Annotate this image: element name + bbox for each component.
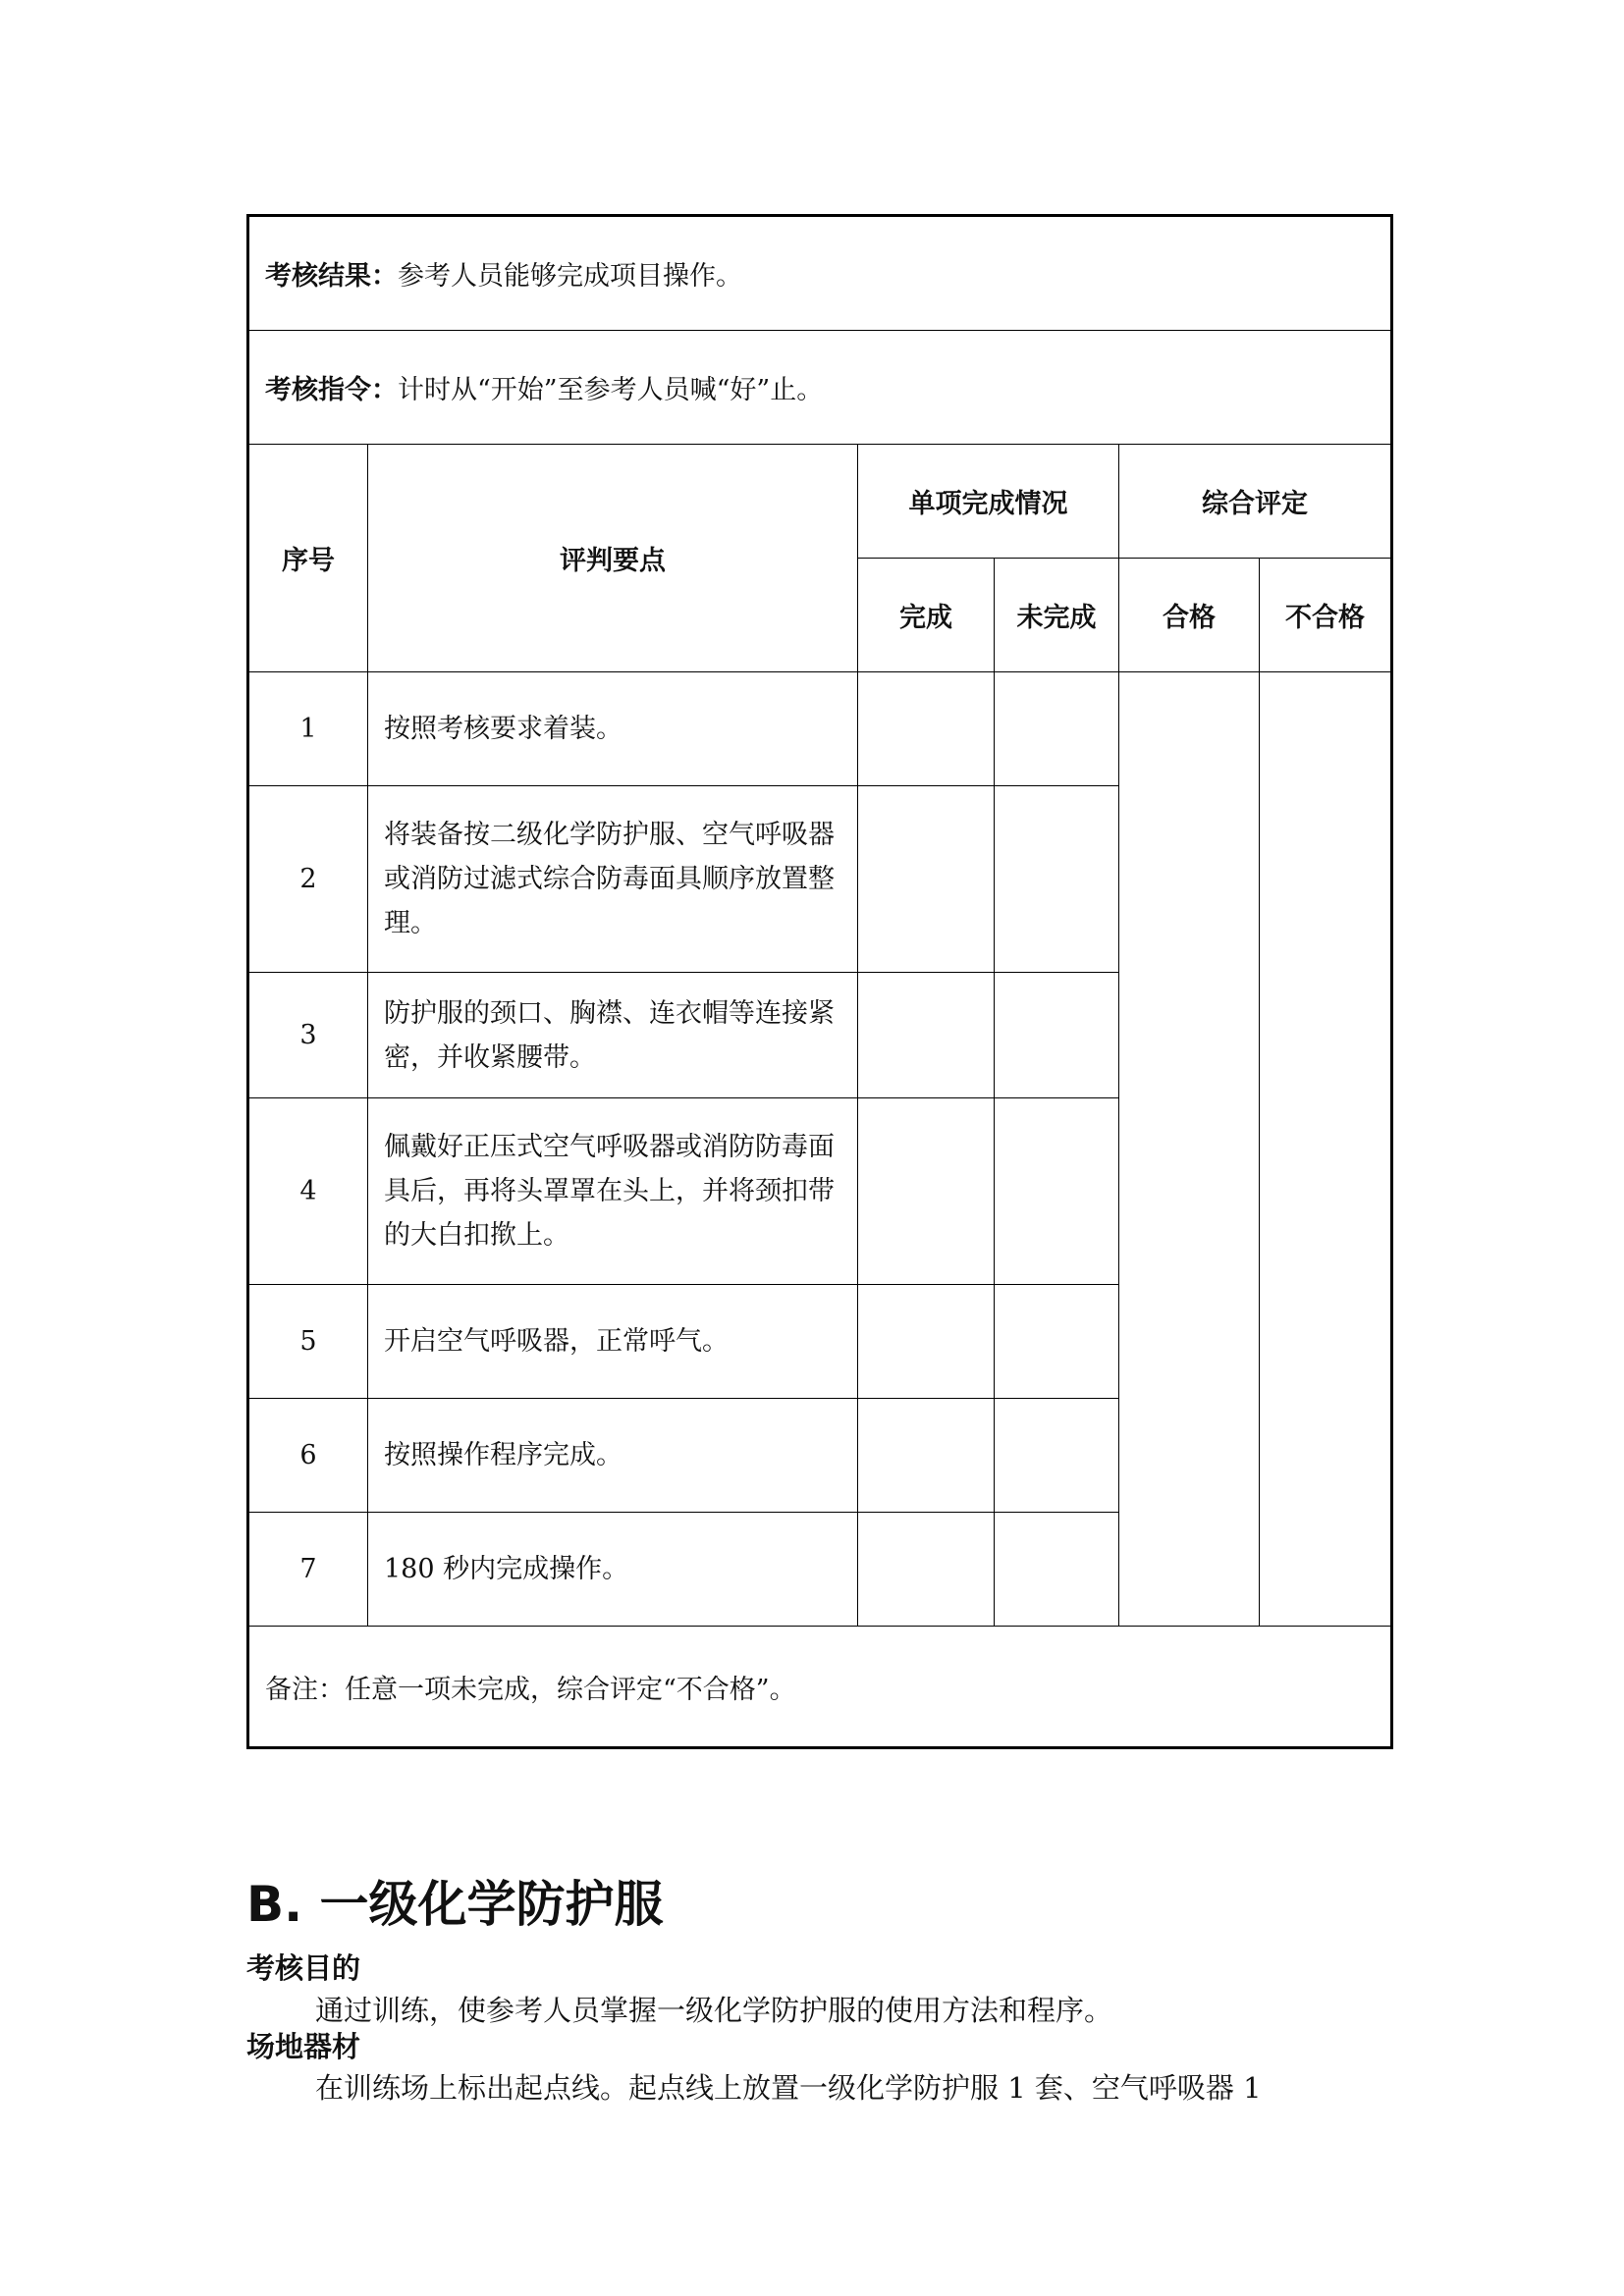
note-cell: 备注：任意一项未完成，综合评定“不合格”。 [248,1627,1392,1748]
row-number: 3 [248,973,368,1098]
pass-checkbox-cell[interactable] [1119,672,1260,1627]
done-checkbox-cell[interactable] [858,973,995,1098]
not-done-checkbox-cell[interactable] [995,672,1119,786]
result-cell [248,216,1392,331]
not-done-checkbox-cell[interactable] [995,1285,1119,1399]
table-row [248,672,1392,786]
row-number: 6 [248,1399,368,1513]
row-point-text: 按照操作程序完成。 [368,1399,858,1513]
header-pass: 合格 [1119,559,1260,672]
header-row-1 [248,445,1392,559]
row-number: 2 [248,786,368,973]
done-checkbox-cell[interactable] [858,672,995,786]
done-checkbox-cell[interactable] [858,1513,995,1627]
result-label: 考核结果： [265,261,398,292]
purpose-heading: 考核目的 [246,1951,361,1985]
header-fail: 不合格 [1260,559,1392,672]
result-text: 参考人员能够完成项目操作。 [398,261,742,292]
header-points: 评判要点 [368,445,858,672]
not-done-checkbox-cell[interactable] [995,1098,1119,1285]
row-number: 5 [248,1285,368,1399]
fail-checkbox-cell[interactable] [1260,672,1392,1627]
evaluation-table [246,214,1393,1749]
not-done-checkbox-cell[interactable] [995,1399,1119,1513]
row-point-text: 佩戴好正压式空气呼吸器或消防防毒面具后，再将头罩罩在头上，并将颈扣带的大白扣揿上。 [368,1098,858,1285]
done-checkbox-cell[interactable] [858,786,995,973]
purpose-text: 通过训练，使参考人员掌握一级化学防护服的使用方法和程序。 [315,1994,1113,2027]
command-label: 考核指令： [265,375,398,405]
done-checkbox-cell[interactable] [858,1098,995,1285]
row-point-text: 按照考核要求着装。 [368,672,858,786]
header-seq: 序号 [248,445,368,672]
row-number: 1 [248,672,368,786]
result-row [248,216,1392,331]
row-point-text: 将装备按二级化学防护服、空气呼吸器或消防过滤式综合防毒面具顺序放置整理。 [368,786,858,973]
row-number: 7 [248,1513,368,1627]
command-row [248,331,1392,445]
equipment-text: 在训练场上标出起点线。起点线上放置一级化学防护服 1 套、空气呼吸器 1 [315,2071,1262,2105]
header-single: 单项完成情况 [858,445,1119,559]
row-point-text: 防护服的颈口、胸襟、连衣帽等连接紧密，并收紧腰带。 [368,973,858,1098]
command-text: 计时从“开始”至参考人员喊“好”止。 [398,375,824,405]
done-checkbox-cell[interactable] [858,1399,995,1513]
header-not-done: 未完成 [995,559,1119,672]
row-point-text: 开启空气呼吸器，正常呼气。 [368,1285,858,1399]
header-overall: 综合评定 [1119,445,1392,559]
equipment-heading: 场地器材 [246,2030,361,2063]
not-done-checkbox-cell[interactable] [995,786,1119,973]
note-row [248,1627,1392,1748]
row-number: 4 [248,1098,368,1285]
command-cell [248,331,1392,445]
not-done-checkbox-cell[interactable] [995,973,1119,1098]
done-checkbox-cell[interactable] [858,1285,995,1399]
header-done: 完成 [858,559,995,672]
row-point-text: 180 秒内完成操作。 [368,1513,858,1627]
section-title: B. 一级化学防护服 [246,1876,664,1933]
not-done-checkbox-cell[interactable] [995,1513,1119,1627]
